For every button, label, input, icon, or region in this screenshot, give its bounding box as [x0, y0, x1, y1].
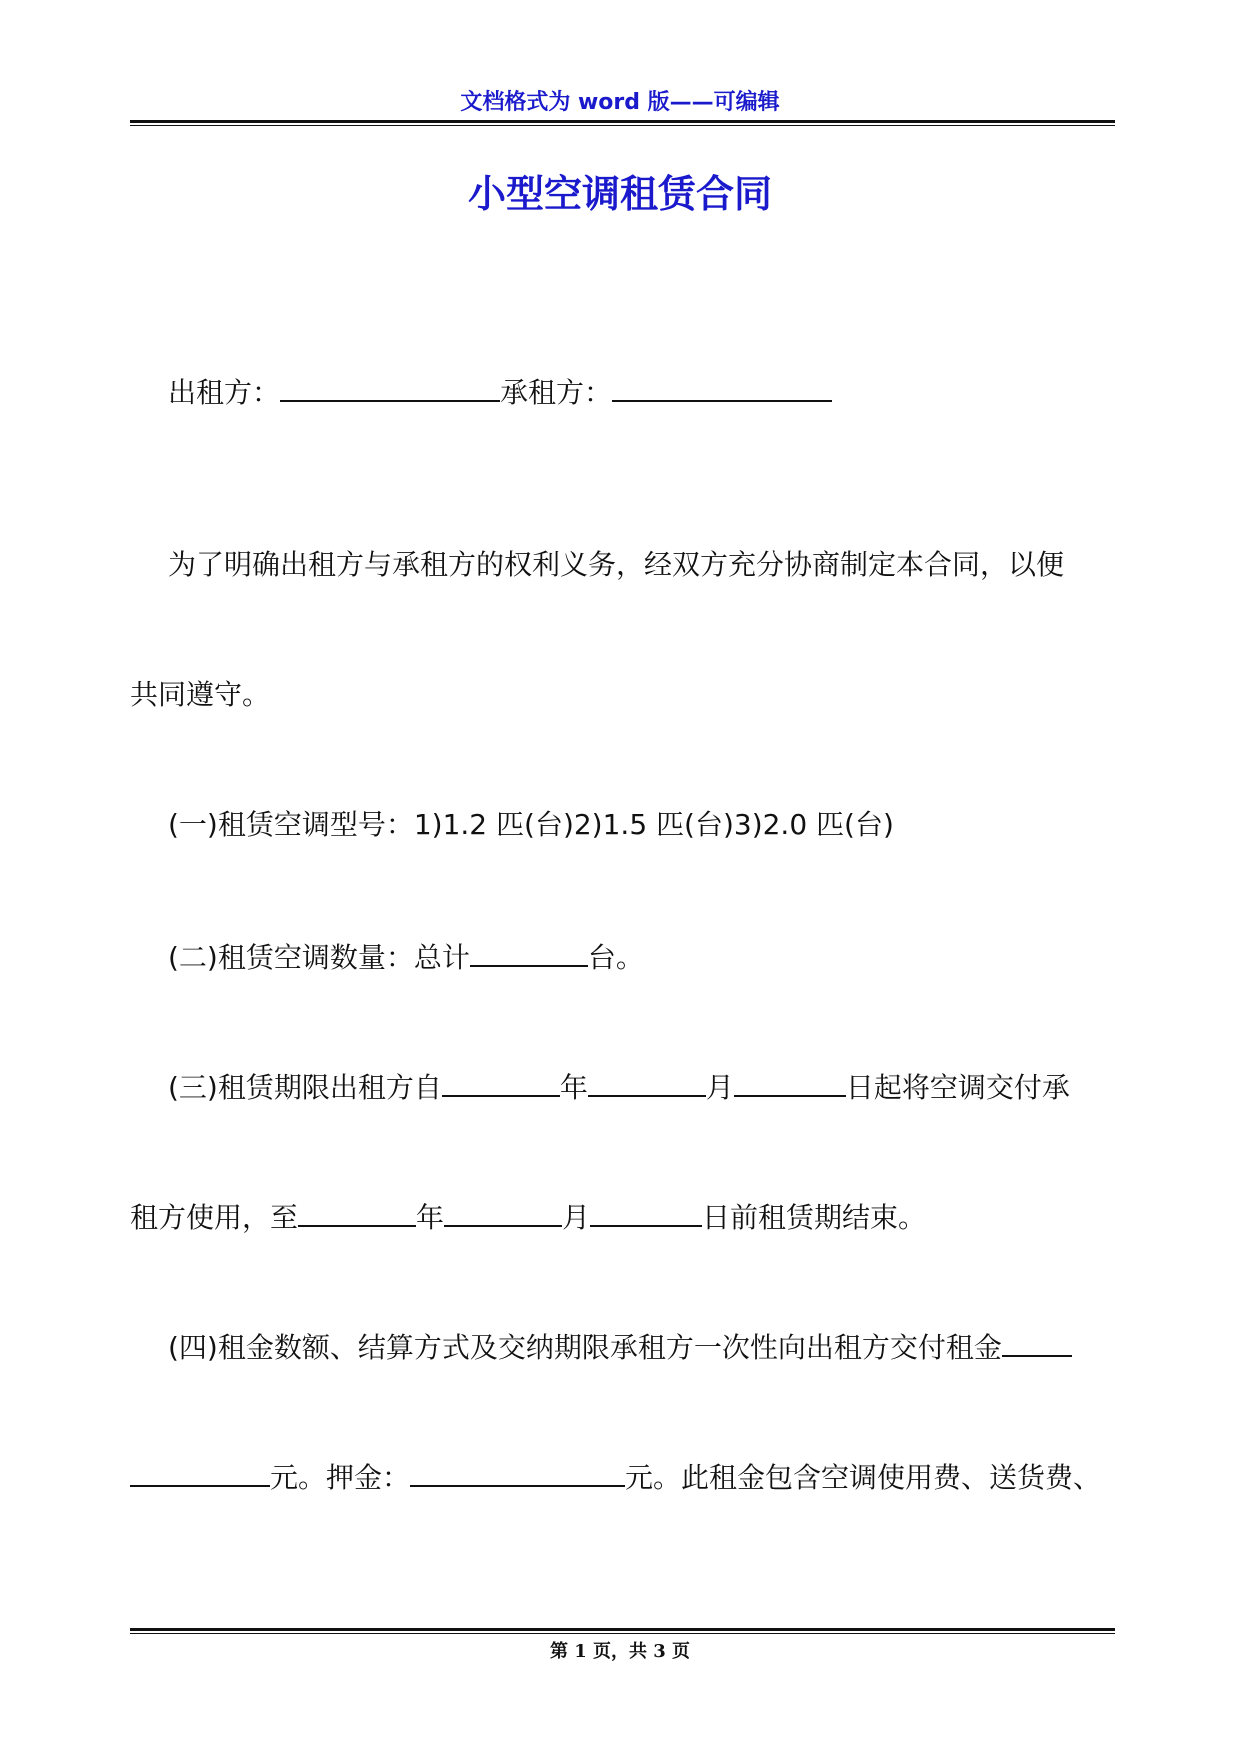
- deposit-label: 元。押金：: [270, 1461, 411, 1494]
- rent-blank-end: [130, 1455, 270, 1487]
- document-header: 文档格式为 word 版——可编辑: [460, 90, 780, 115]
- page-number: 第 1 页，共 3 页: [549, 1641, 691, 1662]
- lessor-blank: [280, 370, 500, 402]
- month-label: 月: [705, 1071, 734, 1104]
- clause-4-line-2: [130, 1455, 1120, 1498]
- intro-line-1: 为了明确出租方与承租方的权利义务，经双方充分协商制定本合同，以便: [168, 548, 1065, 581]
- header-divider: [130, 120, 1115, 126]
- start-year-blank: [442, 1065, 560, 1097]
- intro-line-2: 共同遵守。: [130, 678, 271, 711]
- start-day-blank: [734, 1065, 846, 1097]
- quantity-blank: [470, 935, 588, 967]
- year-label-2: 年: [416, 1201, 445, 1234]
- deposit-blank: [410, 1455, 625, 1487]
- clause-2-suffix: 台。: [587, 941, 644, 974]
- end-year-blank: [298, 1195, 416, 1227]
- year-label: 年: [559, 1071, 588, 1104]
- clause-2: [168, 935, 1158, 978]
- clause-3-line-2: [130, 1195, 1120, 1238]
- end-day-blank: [590, 1195, 702, 1227]
- parties-line: [168, 370, 1158, 413]
- clause-4-text: (四)租金数额、结算方式及交纳期限承租方一次性向出租方交付租金: [168, 1331, 1002, 1364]
- lessor-label: 出租方：: [168, 376, 281, 409]
- page-title: 小型空调租赁合同: [467, 172, 772, 216]
- rent-blank-start: [1002, 1325, 1072, 1357]
- day-suffix: 日起将空调交付承: [845, 1071, 1070, 1104]
- clause-2-prefix: (二)租赁空调数量：总计: [168, 941, 470, 974]
- lessee-blank: [612, 370, 832, 402]
- clause-3-prefix: (三)租赁期限出租方自: [168, 1071, 442, 1104]
- clause-4-line-1: [168, 1325, 1158, 1368]
- clause-4-tail: 元。此租金包含空调使用费、送货费、: [625, 1461, 1102, 1494]
- clause-3-line-2-suffix: 日前租赁期结束。: [702, 1201, 927, 1234]
- month-label-2: 月: [562, 1201, 591, 1234]
- footer-divider: [130, 1628, 1115, 1634]
- lessee-label: 承租方：: [500, 376, 613, 409]
- clause-3-line-1: [168, 1065, 1158, 1108]
- clause-3-line-2-prefix: 租方使用，至: [130, 1201, 299, 1234]
- end-month-blank: [444, 1195, 562, 1227]
- start-month-blank: [588, 1065, 706, 1097]
- clause-1: (一)租赁空调型号：1)1.2 匹(台)2)1.5 匹(台)3)2.0 匹(台): [168, 808, 894, 841]
